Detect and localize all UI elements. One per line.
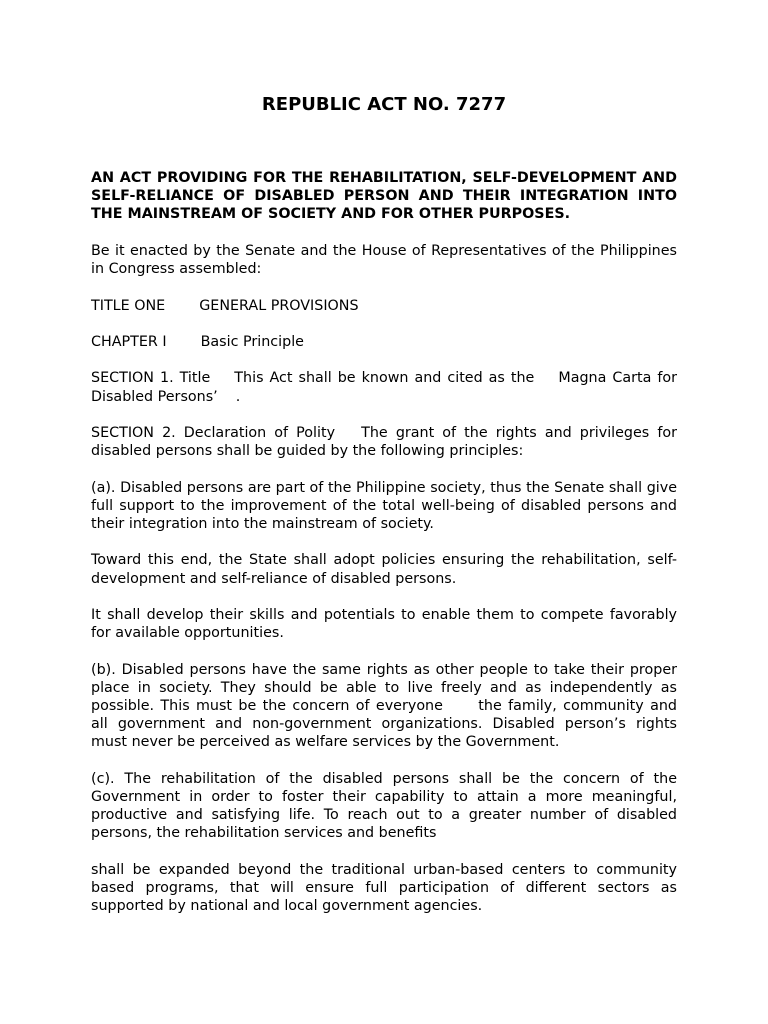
act-heading: AN ACT PROVIDING FOR THE REHABILITATION, SELF-DEVELOPMENT AND SELF-RELIANCE OF DISABLED PERSON AND THEIR INTEGRATION INTO THE MAINSTREAM OF SOCIETY AND FOR OTHER PURPOSES.	[91, 170, 677, 223]
section-1-label: SECTION 1. Title	[91, 370, 211, 387]
chapter-one-name: Basic Principle	[200, 333, 304, 350]
title-one-name: GENERAL PROVISIONS	[199, 297, 359, 314]
paragraph-a: (a). Disabled persons are part of the Philippine society, thus the Senate shall give full support to the improvement of the total well-being of disabled persons and their integration into the mainstream of society.	[91, 479, 677, 532]
section-1	[91, 369, 677, 405]
section-1-text-a: This Act shall be known and cited as the	[234, 370, 535, 387]
paragraph-b-part2: the family, community and all government and non-government organizations. Disabled person’s rights must never be perceived as welfare services by the Government.	[91, 697, 677, 751]
title-one-label: TITLE ONE	[91, 297, 166, 314]
section-1-text-b: Magna Carta for Disabled Persons’	[91, 370, 678, 405]
document-body	[91, 242, 677, 934]
enacting-clause: Be it enacted by the Senate and the House of Representatives of the Philippines in Congress assembled:	[91, 243, 677, 278]
section-2	[91, 424, 677, 460]
paragraph-b-part1: (b). Disabled persons have the same rights as other people to take their proper place in society. They should be able to live freely and as independently as possible. This must be the concern of everyone	[91, 661, 677, 714]
section-1-text-c: .	[235, 388, 241, 405]
paragraph-skills: It shall develop their skills and potentials to enable them to compete favorably for available opportunities.	[91, 606, 677, 642]
paragraph-c: (c). The rehabilitation of the disabled persons shall be the concern of the Government in order to foster their capability to attain a more meaningful, productive and satisfying life. To reach out to a greater number of disabled persons, the rehabilitation services and benefits	[91, 770, 677, 842]
paragraph-expanded: shall be expanded beyond the traditional urban-based centers to community based programs, that will ensure full participation of different sectors as supported by national and local government agencies.	[91, 861, 677, 915]
chapter-one-label: CHAPTER I	[91, 333, 167, 350]
paragraph-b	[91, 661, 677, 752]
document-title: REPUBLIC ACT NO. 7277	[261, 94, 507, 115]
section-2-text: The grant of the rights and privileges for disabled persons shall be guided by the following principles:	[91, 424, 677, 460]
document-page	[91, 0, 677, 1024]
title-one-line	[91, 297, 677, 315]
chapter-one-line	[91, 333, 677, 351]
paragraph-toward: Toward this end, the State shall adopt policies ensuring the rehabilitation, self-development and self-reliance of disabled persons.	[91, 552, 677, 587]
section-2-label: SECTION 2. Declaration of Polity	[91, 424, 336, 441]
